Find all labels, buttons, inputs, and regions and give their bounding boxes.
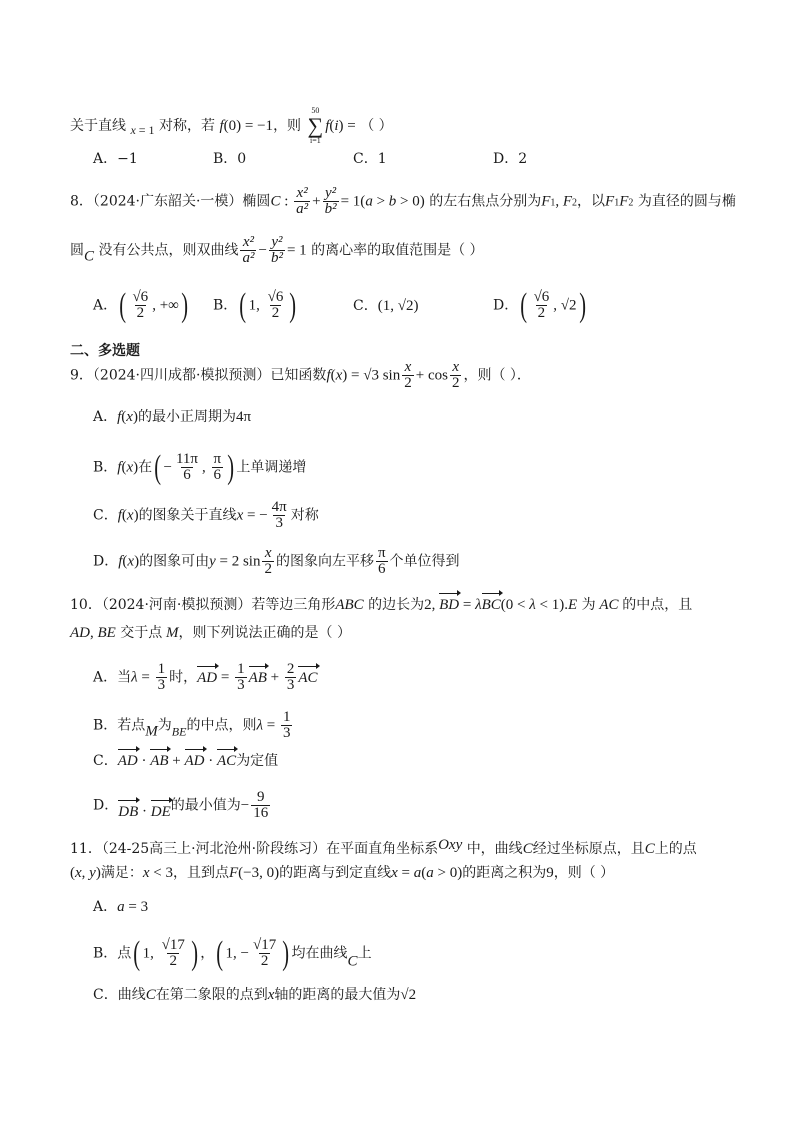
q7-text-a: 关于直线 — [70, 118, 126, 134]
q9-a-text: 的最小正周期为 — [137, 409, 236, 425]
q9-a-label: A． — [93, 409, 118, 425]
q8-text-c: ，以 — [577, 193, 606, 210]
q7-text-c: ，则 — [273, 118, 302, 134]
q9-tail: ，则（ ）． — [463, 367, 531, 384]
q11-b-text-b: ， — [200, 945, 215, 962]
q10-b-text-c: 的中点，则 — [186, 717, 257, 734]
q10-b-label: B． — [93, 717, 118, 734]
q10-text-d: 的中点，且 — [622, 597, 693, 613]
q8-option-d[interactable]: D．( $\frac{√6}{2}$ , √2) — [493, 286, 586, 324]
q10-b-text-a: 若点 — [117, 717, 146, 734]
q9-option-a[interactable]: A．f(x)的最小正周期为4π — [93, 409, 252, 425]
q9-option-b[interactable]: B．f(x)在( − $\frac{11\pi}{6}$ , $\frac{\pi}{6}$ ) 上单调递增 — [93, 448, 307, 486]
q9-stem: 9．（2024·四川成都·模拟预测）已知函数f(x) = √3 sin $\frac{x}{2}$ + cos $\frac{x}{2}$ ，则（ ）． — [70, 359, 531, 391]
q10-d-text: 的最小值为 — [170, 797, 241, 814]
q8-source: 8．（2024·广东韶关·一模）椭圆 — [70, 193, 271, 210]
q11-b-text-d: 上 — [357, 945, 372, 962]
q10-source: 10．（2024·河南·模拟预测）若等边三角形 — [70, 597, 336, 613]
q11-b-label: B． — [93, 945, 118, 962]
q11-option-b[interactable]: B．点( 1, $\frac{√17}{2}$ ) ，( 1, − $\frac{√17}{2}$ ) 均在曲线C上 — [93, 934, 372, 972]
q8-stem: 8．（2024·广东韶关·一模）椭圆C : $\frac{\text{x²}}{\text{a²}}$ + $\frac{\text{y²}}{\text{b²}}$ = 1(a > b > 0) 的左右焦点分别为F1, F2，以F1F2 为直径的圆与椭 — [70, 185, 736, 217]
q11-stem: 11．（24-25高三上·河北沧州·阶段练习）在平面直角坐标系Oxy 中，曲线C经过坐标原点，且C上的点 — [70, 837, 697, 857]
sum-top: 50 — [311, 106, 320, 115]
q11-b-text-a: 点 — [117, 945, 132, 962]
q9-d-text-b: 的图象向左平移 — [275, 553, 374, 570]
q7-option-a[interactable]: A．−1 — [93, 151, 138, 167]
q8-text-d: 为直径的圆与椭 — [637, 193, 736, 210]
q9-b-text-a: 在 — [138, 459, 153, 476]
q10-d-label: D． — [93, 797, 119, 814]
q11-line2-e: ，则（ ） — [553, 865, 615, 881]
q10-line2-b: 交于点 — [120, 625, 163, 641]
q8-text-b: 的左右焦点分别为 — [429, 193, 542, 210]
q11-option-a[interactable]: A．a = 3 — [93, 899, 149, 915]
q9-option-c[interactable]: C．f(x)的图象关于直线x = − $\frac{4\pi}{3}$ 对称 — [93, 499, 319, 531]
q11-line2-b: ，且到点 — [172, 865, 229, 881]
q10-stem-line2: AD, BE 交于点 M，则下列说法正确的是（ ） — [70, 625, 351, 641]
q11-text-b: 中，曲线 — [466, 841, 523, 857]
q9-b-label: B． — [93, 459, 118, 476]
q8-option-c-label: C． — [353, 298, 378, 314]
q9-d-text-a: 的图象可由 — [139, 553, 210, 570]
q8-line2-a: 圆 — [70, 242, 84, 259]
q9-d-label: D． — [93, 553, 119, 570]
q8-option-b-label: B． — [213, 297, 238, 314]
q10-text-c: 为 — [581, 597, 596, 613]
q7-option-d[interactable]: D．2 — [493, 151, 528, 167]
q11-text-c: 经过坐标原点，且 — [532, 841, 645, 857]
q11-option-c[interactable]: C．曲线C在第二象限的点到x轴的距离的最大值为√2 — [93, 987, 417, 1003]
q10-a-label: A． — [93, 669, 118, 686]
q7-text-d: （ ） — [360, 118, 393, 134]
q11-line2-d: 的距离之积为 — [462, 865, 547, 881]
q8-line2-b: 没有公共点，则双曲线 — [98, 242, 239, 259]
q8-option-d-label: D． — [493, 297, 519, 314]
q10-text-b: 的边长为 — [368, 597, 425, 613]
q10-a-text-b: 时， — [169, 669, 198, 686]
q9-c-text-b: 对称 — [290, 507, 319, 524]
q10-option-d[interactable]: D．DB · DE的最小值为− $\frac{9}{16}$ — [93, 789, 269, 821]
q11-b-text-c: 均在曲线 — [291, 945, 348, 962]
q11-c-text-a: 曲线 — [117, 987, 146, 1003]
q9-d-text-c: 个单位得到 — [389, 553, 460, 570]
q11-c-text-c: 轴的距离的最大值为 — [274, 987, 401, 1003]
q8-option-a[interactable]: A．( $\frac{√6}{2}$ , +∞) — [93, 286, 188, 324]
q8-line2-c: 的离心率的取值范围是（ ） — [311, 242, 484, 259]
q9-option-d[interactable]: D．f(x)的图象可由y = 2 sin $\frac{x}{2}$ 的图象向左平移 $\frac{\pi}{6}$ 个单位得到 — [93, 545, 460, 577]
q10-line2-c: ，则下列说法正确的是（ ） — [178, 625, 351, 641]
q9-b-text-b: 上单调递增 — [236, 459, 307, 476]
q8-stem-line2: 圆C 没有公共点，则双曲线 $\frac{\text{x²}}{\text{a²}}$ − $\frac{\text{y²}}{\text{b²}}$ = 1 的离心率的取值范围是（ ） — [70, 234, 484, 266]
q11-c-text-b: 在第二象限的点到 — [155, 987, 268, 1003]
q7-summation: 50 ∑ i=1 — [307, 106, 324, 145]
q10-option-a[interactable]: A．当λ = $\frac{1}{3}$ 时，AD = $\frac{1}{3}$ AB + $\frac{2}{3}$ AC — [93, 661, 318, 693]
q8-option-c[interactable]: C．(1, √2) — [353, 298, 419, 314]
q10-c-label: C． — [93, 753, 118, 769]
q10-option-c[interactable]: C．AD · AB + AD · AC为定值 — [93, 750, 278, 772]
q9-source: 9．（2024·四川成都·模拟预测）已知函数 — [70, 367, 327, 384]
q11-c-label: C． — [93, 987, 118, 1003]
q11-source: 11．（24-25高三上·河北沧州·阶段练习）在平面直角坐标系 — [70, 841, 439, 857]
q10-a-text-a: 当 — [117, 669, 132, 686]
q11-text-d: 上的点 — [654, 841, 697, 857]
q11-line2-a: 满足： — [100, 865, 143, 881]
section-title-multiple-choice: 二、多选题 — [70, 343, 140, 359]
q10-stem: 10．（2024·河南·模拟预测）若等边三角形ABC 的边长为2, BD = λBC(0 < λ < 1).E 为 AC 的中点，且 — [70, 594, 692, 616]
q11-stem-line2: (x, y)满足：x < 3，且到点F(−3, 0)的距离与到定直线x = a(a > 0)的距离之积为9，则（ ） — [70, 865, 615, 881]
q7-stem: 关于直线 x = 1 对称，若 f(0) = −1，则 50 ∑ i=1 f(i) = （ ） — [70, 106, 393, 145]
q8-option-b[interactable]: B．( 1, $\frac{√6}{2}$ ) — [213, 286, 297, 324]
q9-c-text-a: 的图象关于直线 — [138, 507, 237, 524]
q9-c-label: C． — [93, 507, 118, 524]
q7-option-c[interactable]: C．1 — [353, 151, 387, 167]
q10-option-b[interactable]: B．若点M为BE的中点，则λ = $\frac{1}{3}$ — [93, 709, 291, 741]
q10-c-text: 为定值 — [236, 753, 279, 769]
q11-a-label: A． — [93, 899, 118, 915]
q7-text-b: 对称，若 — [159, 118, 216, 134]
q7-option-b[interactable]: B．0 — [213, 151, 247, 167]
q11-line2-c: 的距离与到定直线 — [279, 865, 392, 881]
q10-b-text-b: 为 — [157, 717, 172, 734]
q8-option-a-label: A． — [93, 297, 118, 314]
sum-bottom: i=1 — [309, 136, 321, 145]
